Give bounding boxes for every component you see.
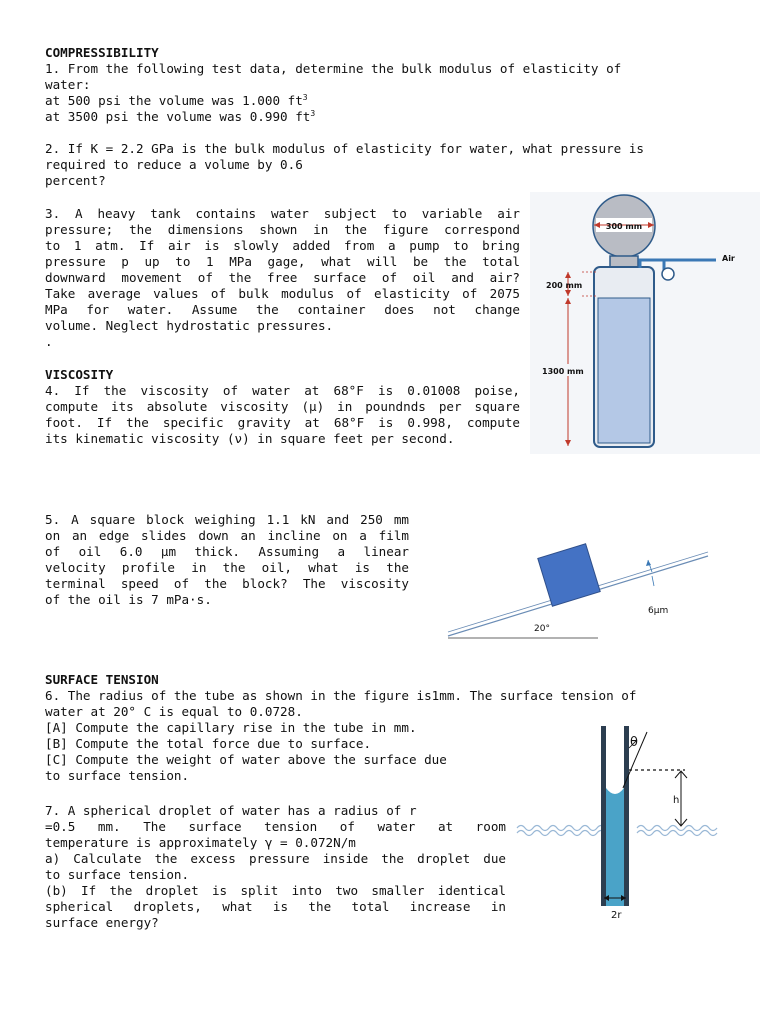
q7-line: =0.5 mm. The surface tension of water at room	[45, 819, 506, 834]
q3-line: volume. Neglect hydrostatic pressures.	[45, 318, 334, 333]
diameter-label: 300 mm	[605, 222, 643, 231]
water-surface-right	[637, 826, 717, 831]
q4-line: foot. If the specific gravity at 68°F is 0.998, compute	[45, 415, 520, 430]
q1-line-2: water:	[45, 77, 91, 92]
q3-line: pressure p up to 1 MPa gage, what will be the total	[45, 254, 520, 269]
question-7	[45, 803, 506, 931]
theta-label: θ	[630, 735, 638, 750]
heading-surface-tension: SURFACE TENSION	[45, 672, 159, 687]
height-label: 1300 mm	[542, 367, 584, 376]
angle-label: 20°	[534, 624, 550, 634]
q5-line: of the oil is 7 mPa·s.	[45, 592, 212, 607]
q2-line-1: 2. If K = 2.2 GPa is the bulk modulus of elasticity for water, what pressure is	[45, 141, 644, 156]
top-height-label: 200 mm	[546, 281, 583, 290]
q7-line: a) Calculate the excess pressure inside the droplet due	[45, 851, 506, 866]
capillary-figure	[515, 718, 727, 924]
q4-line: 4. If the viscosity of water at 68°F is 0.01008 poise,	[45, 383, 520, 398]
q5-line: velocity profile in the oil, what is the	[45, 560, 409, 575]
tube-wall-right	[624, 726, 629, 906]
q3-dot: .	[45, 334, 53, 349]
q3-line: pressure; the dimensions shown in the figure correspond	[45, 222, 520, 237]
q5-line: terminal speed of the block? The viscosity	[45, 576, 409, 591]
q2-line-2: required to reduce a volume by 0.6	[45, 157, 303, 172]
air-label: Air	[722, 254, 735, 263]
q1-line-1: 1. From the following test data, determine the bulk modulus of elasticity of	[45, 61, 622, 76]
q3-line: MPa for water. Assume the container does not change	[45, 302, 520, 317]
heading-compressibility: COMPRESSIBILITY	[45, 45, 159, 60]
capillary-water-column	[606, 788, 624, 906]
q3-line: to 1 atm. If air is slowly added from a pump to bring	[45, 238, 520, 253]
q7-line: to surface tension.	[45, 867, 190, 882]
q3-line: Take average values of bulk modulus of elasticity of 2075	[45, 286, 520, 301]
q3-line: downward movement of the free surface of oil and air?	[45, 270, 520, 285]
question-2	[45, 141, 725, 189]
heading-viscosity: VISCOSITY	[45, 367, 114, 382]
q6-line: [A] Compute the capillary rise in the tube in mm.	[45, 720, 417, 735]
q7-line: spherical droplets, what is the total increase in	[45, 899, 506, 914]
question-5	[45, 512, 409, 608]
q6-line: 6. The radius of the tube as shown in the figure is1mm. The surface tension of	[45, 688, 637, 703]
q7-line: surface energy?	[45, 915, 159, 930]
q6-line: [B] Compute the total force due to surface.	[45, 736, 372, 751]
q6-line: to surface tension.	[45, 768, 190, 783]
question-3	[45, 206, 520, 350]
tank-figure	[530, 192, 760, 454]
q6-line: [C] Compute the weight of water above the surface due	[45, 752, 447, 767]
q6-line: water at 20° C is equal to 0.0728.	[45, 704, 303, 719]
q2-line-3: percent?	[45, 173, 106, 188]
pump-valve-icon	[662, 268, 674, 280]
q4-line: its kinematic viscosity (ν) in square feet per second.	[45, 431, 455, 446]
sliding-block	[538, 544, 600, 606]
water-surface-left	[517, 826, 605, 831]
section-compressibility	[45, 45, 725, 125]
q1-line-3: at 500 psi the volume was 1.000 $ft^3$	[45, 93, 308, 108]
h-label: h	[673, 795, 680, 806]
tube-wall-left	[601, 726, 606, 906]
q7-line: 7. A spherical droplet of water has a radius of r	[45, 803, 417, 818]
q1-line-4: at 3500 psi the volume was 0.990 $ft^3$	[45, 109, 316, 124]
q7-line: (b) If the droplet is split into two smaller identical	[45, 883, 506, 898]
q7-line: temperature is approximately γ = 0.072N/m	[45, 835, 356, 850]
section-viscosity	[45, 367, 520, 447]
tank-water	[598, 298, 650, 443]
film-thickness-label: 6μm	[648, 606, 669, 616]
q5-line: of oil 6.0 μm thick. Assuming a linear	[45, 544, 409, 559]
q5-line: on an edge slides down an incline on a film	[45, 528, 409, 543]
q3-line: 3. A heavy tank contains water subject to variable air	[45, 206, 520, 221]
incline-figure	[440, 536, 720, 644]
q5-line: 5. A square block weighing 1.1 kN and 250 mm	[45, 512, 409, 527]
q4-line: compute its absolute viscosity (μ) in poundnds per square	[45, 399, 520, 414]
diameter-2r-label: 2r	[611, 910, 622, 921]
